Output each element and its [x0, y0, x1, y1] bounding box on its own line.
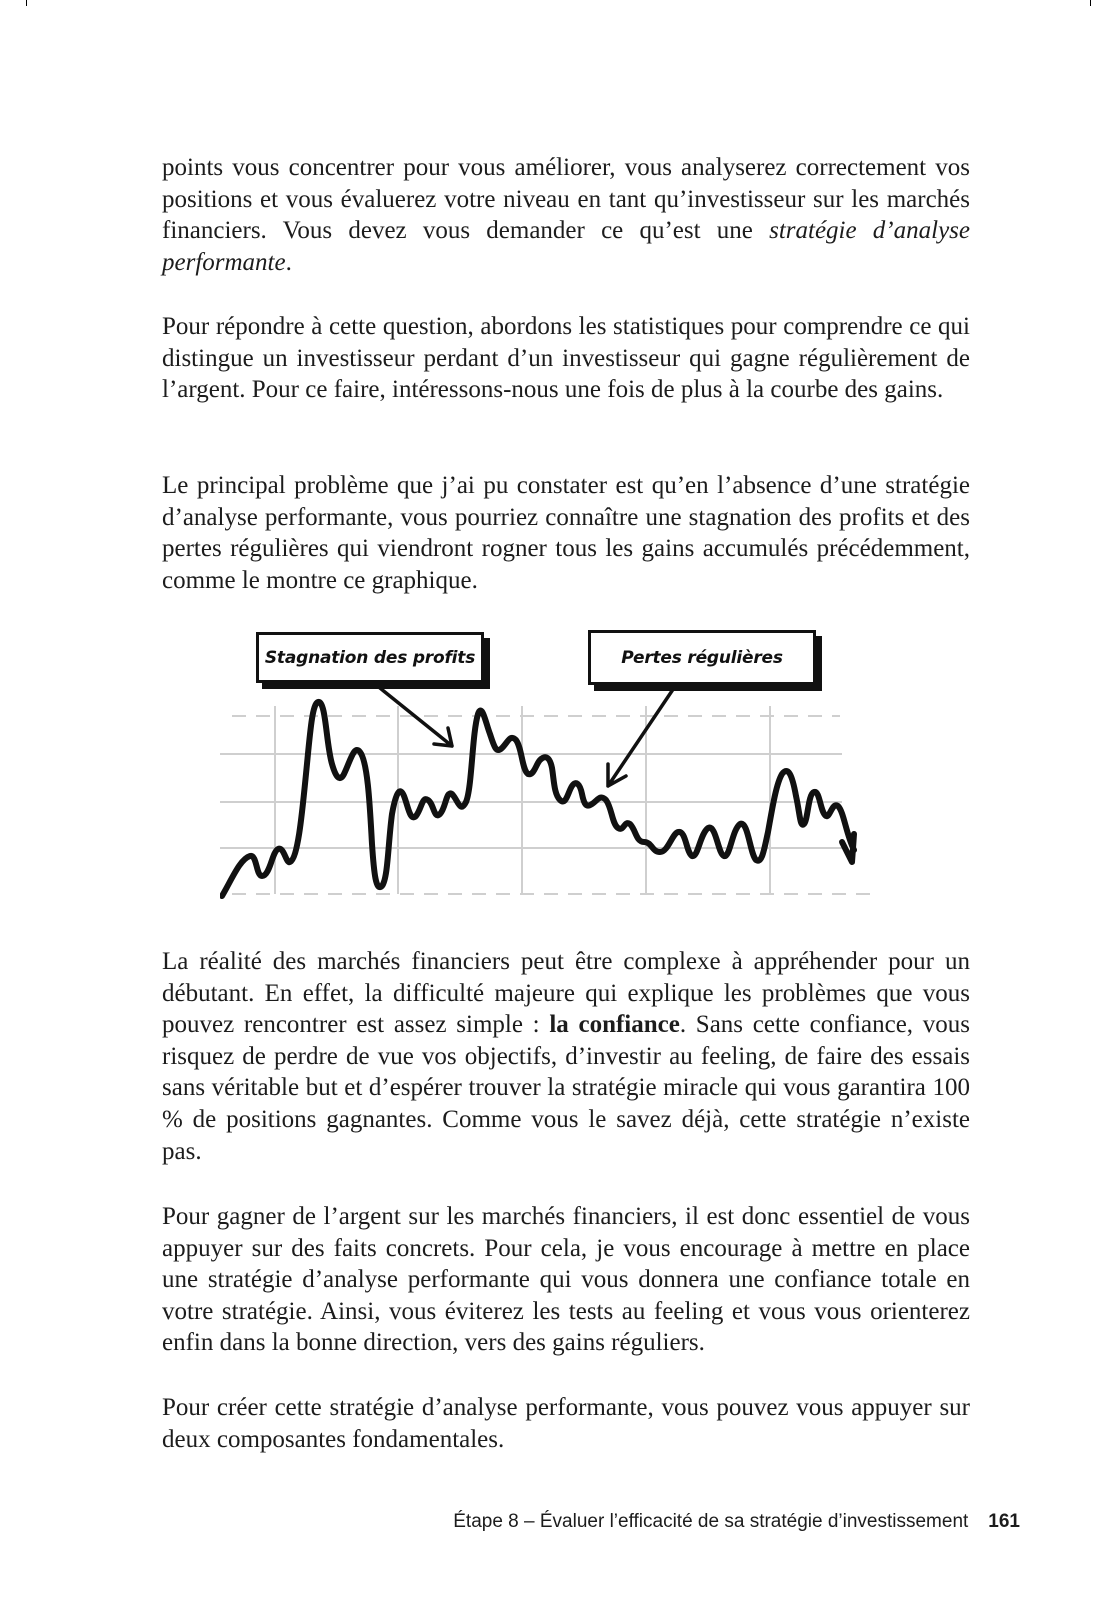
paragraph-3-text: Le principal problème que j’ai pu constater est qu’en l’absence d’une stratégie d’analyse performante, vous pourriez connaître une stagnation des profits et des pertes régulières qui viendront rogner tous les gains accumulés précédemment, comme le montre ce graphique. [162, 472, 970, 594]
paragraph-5-text: Pour gagner de l’argent sur les marchés financiers, il est donc essentiel de vous appuyer sur des faits concrets. Pour cela, je vous encourage à mettre en place une stratégie d’analyse performante qui vous donnera une confiance totale en votre stratégie. Ainsi, vous éviterez les tests au feeling et vous vous orienterez enfin dans la bonne direction, vers des gains réguliers. [162, 1203, 970, 1357]
paragraph-4-end: . Sans cette confiance, vous risquez de perdre de vue vos objectifs, d’investir au feeling, de faire des essais sans véritable but et d’espérer trouver la stratégie miracle qui vous garantira 100 % de positions gagnantes. Comme vous le savez déjà, cette stratégie n’existe pas. [162, 1011, 970, 1165]
running-footer [0, 1511, 1020, 1533]
paragraph-6 [162, 1392, 970, 1455]
paragraph-1-text: points vous concentrer pour vous améliorer, vous analyserez correctement vos positions et vous évaluerez votre niveau en tant qu’investisseur sur les marchés financiers. Vous devez vous demander ce qu’est une [162, 154, 970, 245]
paragraph-2 [162, 311, 970, 406]
paragraph-3 [162, 470, 970, 596]
paragraph-6-text: Pour créer cette stratégie d’analyse performante, vous pouvez vous appuyer sur deux composantes fondamentales. [162, 1394, 970, 1453]
equity-curve-line [222, 702, 854, 896]
footer-chapter-title: Étape 8 – Évaluer l’efficacité de sa stratégie d’investissement [453, 1511, 969, 1532]
paragraph-4-text: La réalité des marchés financiers peut être complexe à appréhender pour un débutant. En effet, la difficulté majeure qui explique les problèmes que vous pouvez rencontrer est assez simple : [162, 948, 970, 1039]
pointer-arrow-stagnation [370, 680, 452, 746]
profit-curve-illustration [220, 624, 910, 914]
paragraph-1 [162, 152, 970, 278]
crop-mark-left [26, 0, 27, 6]
paragraph-1-end: . [285, 248, 292, 276]
grid [220, 706, 880, 894]
paragraph-5 [162, 1201, 970, 1359]
paragraph-1-emphasis: stratégie d’analyse performante [162, 217, 970, 276]
page-number: 161 [988, 1511, 1020, 1532]
callout-stagnation-label: Stagnation des profits [256, 632, 484, 683]
crop-mark-right [1090, 0, 1091, 6]
paragraph-4-bold: la confiance [549, 1011, 680, 1039]
callout-losses-label: Pertes régulières [588, 630, 816, 685]
paragraph-4 [162, 946, 970, 1167]
paragraph-2-text: Pour répondre à cette question, abordons les statistiques pour comprendre ce qui distingue un investisseur perdant d’un investisseur qui gagne régulièrement de l’argent. Pour ce faire, intéressons-nous une fois de plus à la courbe des gains. [162, 313, 970, 404]
